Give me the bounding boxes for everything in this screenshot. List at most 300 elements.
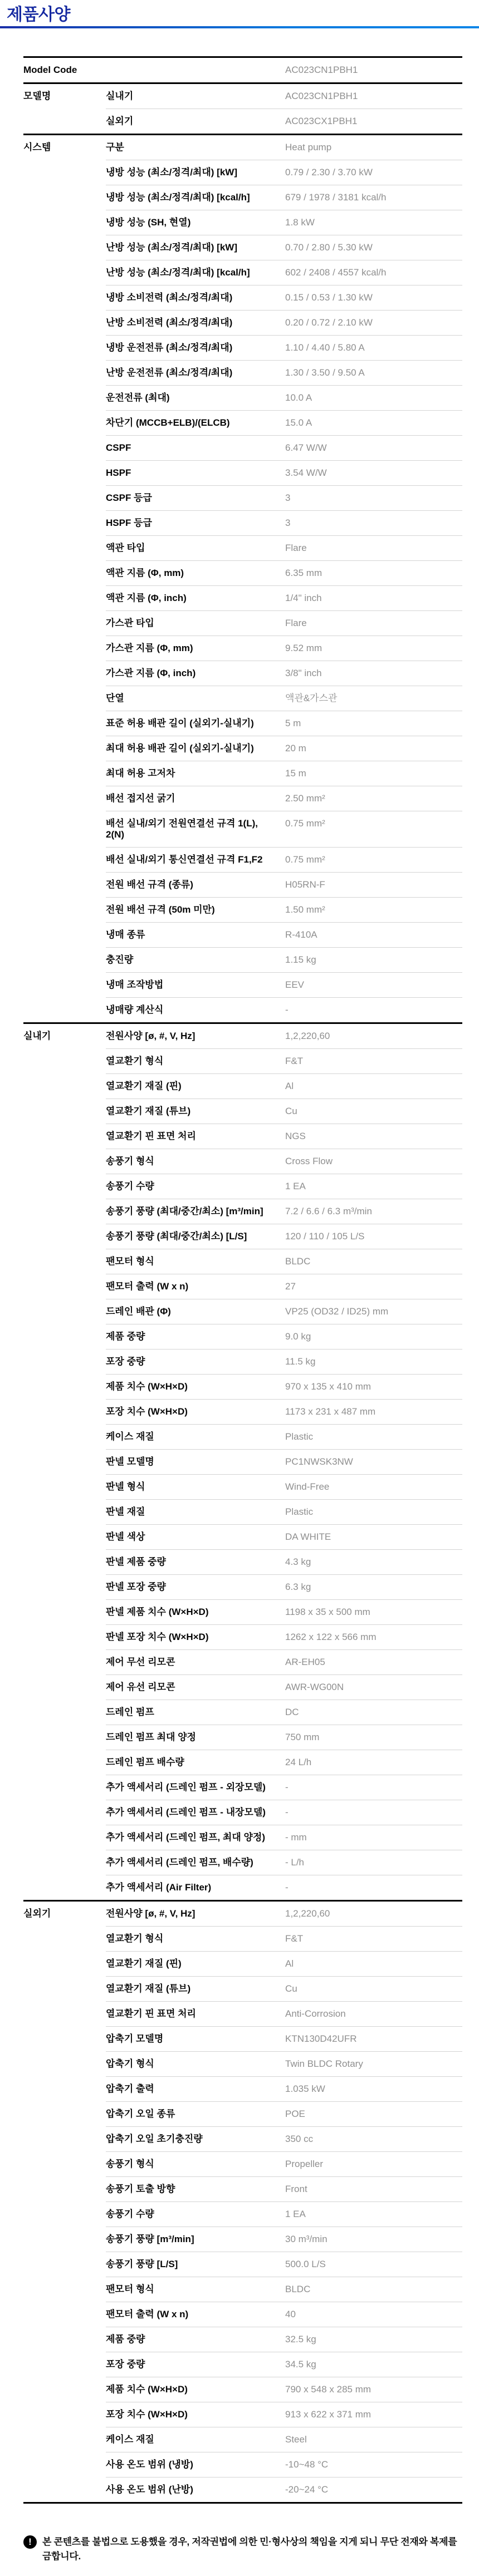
- section-cell: [23, 1750, 106, 1775]
- table-row: [23, 1951, 462, 1976]
- spec-value: 20 m: [285, 736, 462, 761]
- section-cell: [23, 1976, 106, 2001]
- section-cell: [23, 1299, 106, 1324]
- section-cell: [23, 811, 106, 847]
- spec-label: 송풍기 풍량 (최대/중간/최소) [m³/min]: [106, 1199, 285, 1224]
- spec-value: 970 x 135 x 410 mm: [285, 1374, 462, 1399]
- spec-value: 120 / 110 / 105 L/S: [285, 1224, 462, 1249]
- section-cell: [23, 1374, 106, 1399]
- spec-value: Cu: [285, 1099, 462, 1124]
- section-cell: [23, 1324, 106, 1349]
- spec-value: 0.70 / 2.80 / 5.30 kW: [285, 235, 462, 260]
- table-row: [23, 235, 462, 260]
- section-cell: [23, 385, 106, 410]
- section-cell: [23, 1099, 106, 1124]
- spec-value: AC023CN1PBH1: [285, 91, 358, 101]
- table-row: [23, 2101, 462, 2126]
- table-row: [23, 1048, 462, 1073]
- table-row: [23, 1775, 462, 1800]
- spec-value: F&T: [285, 1048, 462, 1073]
- spec-label: 송풍기 형식: [106, 2151, 285, 2176]
- section-cell: [23, 260, 106, 285]
- section-cell: [23, 2377, 106, 2402]
- spec-label: 포장 중량: [106, 1349, 285, 1374]
- section-cell: [23, 686, 106, 711]
- section-cell: [23, 786, 106, 811]
- table-row: [23, 610, 462, 636]
- spec-value: 30 m³/min: [285, 2227, 462, 2252]
- table-row: [23, 585, 462, 610]
- section-cell: [23, 2277, 106, 2302]
- spec-label: 전원사양 [ø, #, V, Hz]: [106, 1908, 195, 1919]
- spec-label: 냉매 조작방법: [106, 972, 285, 997]
- spec-value: BLDC: [285, 2277, 462, 2302]
- spec-value: 0.79 / 2.30 / 3.70 kW: [285, 160, 462, 185]
- spec-label: 추가 액세서리 (드레인 펌프, 최대 양정): [106, 1825, 285, 1850]
- section-cell: [23, 1449, 106, 1474]
- section-cell: [23, 1274, 106, 1299]
- spec-value: AC023CN1PBH1: [285, 65, 358, 75]
- table-row: [23, 335, 462, 360]
- section-cell: [23, 2076, 106, 2101]
- spec-value: 15.0 A: [285, 410, 462, 435]
- spec-label: 판넬 형식: [106, 1474, 285, 1499]
- section-cell: [23, 1700, 106, 1725]
- spec-label: 열교환기 형식: [106, 1048, 285, 1073]
- table-row: [23, 134, 462, 160]
- spec-label: 단열: [106, 686, 285, 711]
- table-row: [23, 2026, 462, 2051]
- spec-value: - mm: [285, 1825, 462, 1850]
- spec-value: 6.3 kg: [285, 1574, 462, 1599]
- table-row: [23, 2151, 462, 2176]
- table-row: [23, 947, 462, 972]
- section-cell: [23, 1224, 106, 1249]
- table-row: [23, 410, 462, 435]
- spec-label: 냉방 성능 (최소/정격/최대) [kcal/h]: [106, 185, 285, 210]
- table-row: [23, 1299, 462, 1324]
- copyright-footer: [23, 2535, 468, 2564]
- spec-label: 제품 치수 (W×H×D): [106, 1374, 285, 1399]
- section-cell: [23, 1149, 106, 1174]
- spec-label: 팬모터 형식: [106, 1249, 285, 1274]
- spec-label: 추가 액세서리 (드레인 펌프 - 외장모델): [106, 1775, 285, 1800]
- section-cell: [23, 435, 106, 460]
- section-cell: [23, 1674, 106, 1700]
- spec-label: 송풍기 풍량 (최대/중간/최소) [L/S]: [106, 1224, 285, 1249]
- section-cell: [23, 2427, 106, 2452]
- section-cell: 실내기: [23, 1031, 51, 1041]
- table-row: [23, 1124, 462, 1149]
- section-cell: [23, 335, 106, 360]
- section-cell: [23, 2151, 106, 2176]
- spec-value: VP25 (OD32 / ID25) mm: [285, 1299, 462, 1324]
- spec-label: 추가 액세서리 (드레인 펌프, 배수량): [106, 1850, 285, 1875]
- spec-label: 드레인 펌프 최대 양정: [106, 1725, 285, 1750]
- page-title: 제품사양: [7, 6, 70, 24]
- section-cell: [23, 310, 106, 335]
- section-cell: [23, 1424, 106, 1449]
- table-row: [23, 2377, 462, 2402]
- table-row: [23, 1174, 462, 1199]
- table-row: [23, 435, 462, 460]
- spec-label: 가스관 지름 (Φ, inch): [106, 661, 285, 686]
- spec-label: 열교환기 재질 (핀): [106, 1951, 285, 1976]
- spec-value: 6.35 mm: [285, 560, 462, 585]
- spec-label: 전원사양 [ø, #, V, Hz]: [106, 1031, 195, 1041]
- table-row: [23, 185, 462, 210]
- spec-value: 1.035 kW: [285, 2076, 462, 2101]
- section-cell: Model Code: [23, 65, 77, 75]
- spec-label: 압축기 모델명: [106, 2026, 285, 2051]
- section-cell: [23, 761, 106, 786]
- spec-label: 추가 액세서리 (드레인 펌프 - 내장모델): [106, 1800, 285, 1825]
- table-row: [23, 385, 462, 410]
- spec-value: 913 x 622 x 371 mm: [285, 2402, 462, 2427]
- spec-label: 제어 무선 리모콘: [106, 1649, 285, 1674]
- spec-label: 전원 배선 규격 (50m 미만): [106, 897, 285, 922]
- table-row: [23, 736, 462, 761]
- section-cell: [23, 1649, 106, 1674]
- spec-label: 송풍기 수량: [106, 1174, 285, 1199]
- spec-value: 1198 x 35 x 500 mm: [285, 1599, 462, 1624]
- table-row: [23, 2252, 462, 2277]
- spec-table: [23, 56, 462, 2504]
- table-row: [23, 997, 462, 1022]
- spec-value: 1262 x 122 x 566 mm: [285, 1624, 462, 1649]
- spec-label: 배선 실내/외기 통신연결선 규격 F1,F2: [106, 847, 285, 872]
- spec-value: 1,2,220,60: [285, 1908, 330, 1919]
- table-row: [23, 1926, 462, 1951]
- spec-value: Cross Flow: [285, 1149, 462, 1174]
- spec-label: 가스관 지름 (Φ, mm): [106, 636, 285, 661]
- table-row: [23, 1524, 462, 1549]
- spec-value: 602 / 2408 / 4557 kcal/h: [285, 260, 462, 285]
- spec-value: 0.15 / 0.53 / 1.30 kW: [285, 285, 462, 310]
- spec-value: DA WHITE: [285, 1524, 462, 1549]
- table-row: [23, 1449, 462, 1474]
- table-row: [23, 1549, 462, 1574]
- section-cell: [23, 1725, 106, 1750]
- table-row: [23, 1574, 462, 1599]
- spec-label: 제어 유선 리모콘: [106, 1674, 285, 1700]
- section-cell: [23, 2201, 106, 2227]
- table-row: [23, 1249, 462, 1274]
- spec-label: CSPF 등급: [106, 485, 285, 510]
- spec-label: 액관 지름 (Φ, mm): [106, 560, 285, 585]
- spec-label: 드레인 펌프 배수량: [106, 1750, 285, 1775]
- spec-label: 압축기 오일 초기충진량: [106, 2126, 285, 2151]
- spec-value: Steel: [285, 2427, 462, 2452]
- spec-value: BLDC: [285, 1249, 462, 1274]
- table-row: [23, 1399, 462, 1424]
- section-cell: [23, 711, 106, 736]
- table-row: [23, 2302, 462, 2327]
- section-cell: [23, 897, 106, 922]
- spec-value: Heat pump: [285, 142, 332, 152]
- spec-value: R-410A: [285, 922, 462, 947]
- spec-label: 냉방 소비전력 (최소/정격/최대): [106, 285, 285, 310]
- section-cell: [23, 1624, 106, 1649]
- spec-label: 냉방 운전전류 (최소/정격/최대): [106, 335, 285, 360]
- spec-value: 3: [285, 510, 462, 535]
- spec-label: 냉매 종류: [106, 922, 285, 947]
- spec-value: 9.0 kg: [285, 1324, 462, 1349]
- table-row: [23, 1674, 462, 1700]
- table-row: [23, 761, 462, 786]
- spec-value: -20~24 °C: [285, 2477, 462, 2502]
- section-cell: [23, 1174, 106, 1199]
- table-row: [23, 1624, 462, 1649]
- table-row: [23, 2076, 462, 2101]
- spec-value: 350 cc: [285, 2126, 462, 2151]
- spec-label: 압축기 출력: [106, 2076, 285, 2101]
- table-row: [23, 2427, 462, 2452]
- section-cell: [23, 2051, 106, 2076]
- spec-label: 액관 타입: [106, 535, 285, 560]
- table-row: [23, 2327, 462, 2352]
- table-row: [23, 2051, 462, 2076]
- table-row: [23, 360, 462, 385]
- spec-label: 차단기 (MCCB+ELB)/(ELCB): [106, 410, 285, 435]
- table-row: [23, 2277, 462, 2302]
- table-row: [23, 1149, 462, 1174]
- spec-value: 1,2,220,60: [285, 1031, 330, 1041]
- section-cell: [23, 2001, 106, 2026]
- spec-value: 0.20 / 0.72 / 2.10 kW: [285, 310, 462, 335]
- section-cell: [23, 410, 106, 435]
- table-row: [23, 1875, 462, 1900]
- section-cell: [23, 2327, 106, 2352]
- section-cell: [23, 1951, 106, 1976]
- spec-value: 1.15 kg: [285, 947, 462, 972]
- spec-value: AR-EH05: [285, 1649, 462, 1674]
- section-cell: [23, 947, 106, 972]
- table-row: [23, 2001, 462, 2026]
- section-cell: [23, 1048, 106, 1073]
- spec-value: 7.2 / 6.6 / 6.3 m³/min: [285, 1199, 462, 1224]
- spec-label: 사용 온도 범위 (난방): [106, 2477, 285, 2502]
- table-row: [23, 811, 462, 847]
- spec-label: 포장 치수 (W×H×D): [106, 2402, 285, 2427]
- spec-value: Al: [285, 1073, 462, 1099]
- table-row: [23, 2352, 462, 2377]
- table-row: [23, 1224, 462, 1249]
- section-cell: [23, 2452, 106, 2477]
- spec-label: 난방 성능 (최소/정격/최대) [kW]: [106, 235, 285, 260]
- section-cell: 모델명: [23, 91, 51, 101]
- section-cell: [23, 661, 106, 686]
- table-row: [23, 711, 462, 736]
- spec-label: 팬모터 출력 (W x n): [106, 2302, 285, 2327]
- section-cell: [23, 972, 106, 997]
- table-row: [23, 160, 462, 185]
- section-cell: [23, 560, 106, 585]
- spec-value: 6.47 W/W: [285, 435, 462, 460]
- spec-label: 최대 허용 배관 길이 (실외기-실내기): [106, 736, 285, 761]
- section-cell: [23, 109, 106, 134]
- table-row: [23, 1274, 462, 1299]
- spec-value: Front: [285, 2176, 462, 2201]
- spec-value: 11.5 kg: [285, 1349, 462, 1374]
- spec-label: 사용 온도 범위 (냉방): [106, 2452, 285, 2477]
- spec-label: 송풍기 형식: [106, 1149, 285, 1174]
- section-cell: [23, 997, 106, 1022]
- table-row: [23, 210, 462, 235]
- spec-label: 제품 중량: [106, 2327, 285, 2352]
- spec-value: 1/4" inch: [285, 585, 462, 610]
- spec-value: 27: [285, 1274, 462, 1299]
- spec-label: 케이스 재질: [106, 1424, 285, 1449]
- table-row: [23, 786, 462, 811]
- spec-label: 냉방 성능 (최소/정격/최대) [kW]: [106, 160, 285, 185]
- table-row: [23, 1825, 462, 1850]
- table-row: [23, 560, 462, 585]
- section-cell: [23, 610, 106, 636]
- spec-label: 난방 소비전력 (최소/정격/최대): [106, 310, 285, 335]
- section-cell: [23, 1349, 106, 1374]
- section-cell: [23, 185, 106, 210]
- table-row: [23, 847, 462, 872]
- spec-value: POE: [285, 2101, 462, 2126]
- title-underline: [0, 26, 479, 28]
- copyright-notice: 본 콘텐츠를 불법으로 도용했을 경우, 저작권법에 의한 민·형사상의 책임을 지게 되니 무단 전재와 복제를 금합니다.: [42, 2536, 457, 2562]
- table-row: [23, 260, 462, 285]
- spec-value: 5 m: [285, 711, 462, 736]
- table-row: [23, 2176, 462, 2201]
- spec-value: 1 EA: [285, 1174, 462, 1199]
- spec-value: -: [285, 1800, 462, 1825]
- table-row: [23, 56, 462, 82]
- section-cell: [23, 1800, 106, 1825]
- table-row: [23, 2452, 462, 2477]
- table-row: [23, 1374, 462, 1399]
- spec-value: 500.0 L/S: [285, 2252, 462, 2277]
- spec-label: 제품 중량: [106, 1324, 285, 1349]
- table-row: [23, 1324, 462, 1349]
- table-row: [23, 972, 462, 997]
- spec-label: 추가 액세서리 (Air Filter): [106, 1875, 285, 1900]
- spec-label: 운전전류 (최대): [106, 385, 285, 410]
- spec-value: 액관&가스관: [285, 686, 462, 711]
- spec-label: 구분: [106, 142, 124, 152]
- spec-value: 1.30 / 3.50 / 9.50 A: [285, 360, 462, 385]
- table-row: [23, 1850, 462, 1875]
- table-row: [23, 2201, 462, 2227]
- table-row: [23, 310, 462, 335]
- spec-value: 750 mm: [285, 1725, 462, 1750]
- table-row: [23, 1499, 462, 1524]
- spec-label: 판넬 색상: [106, 1524, 285, 1549]
- section-cell: 실외기: [23, 1908, 51, 1919]
- table-row: [23, 1073, 462, 1099]
- spec-label: 충진량: [106, 947, 285, 972]
- section-cell: [23, 2227, 106, 2252]
- table-row: [23, 285, 462, 310]
- table-row: [23, 1976, 462, 2001]
- table-row: [23, 1199, 462, 1224]
- spec-label: 포장 치수 (W×H×D): [106, 1399, 285, 1424]
- spec-value: -: [285, 1775, 462, 1800]
- section-cell: [23, 1073, 106, 1099]
- spec-label: CSPF: [106, 435, 285, 460]
- spec-label: 전원 배선 규격 (종류): [106, 872, 285, 897]
- spec-value: 1.8 kW: [285, 210, 462, 235]
- spec-label: 실외기: [106, 109, 285, 134]
- spec-value: - L/h: [285, 1850, 462, 1875]
- exclamation-circle-icon: !: [23, 2535, 37, 2549]
- spec-value: 10.0 A: [285, 385, 462, 410]
- section-cell: [23, 160, 106, 185]
- spec-value: 9.52 mm: [285, 636, 462, 661]
- table-row: [23, 1474, 462, 1499]
- table-row: [23, 485, 462, 510]
- section-cell: [23, 872, 106, 897]
- table-row: [23, 535, 462, 560]
- spec-label: 케이스 재질: [106, 2427, 285, 2452]
- spec-value: PC1NWSK3NW: [285, 1449, 462, 1474]
- spec-label: HSPF 등급: [106, 510, 285, 535]
- spec-label: 열교환기 핀 표면 처리: [106, 1124, 285, 1149]
- section-cell: [23, 2126, 106, 2151]
- table-row: [23, 1099, 462, 1124]
- section-cell: [23, 1875, 106, 1900]
- table-row: [23, 1424, 462, 1449]
- spec-label: 드레인 배관 (Φ): [106, 1299, 285, 1324]
- section-cell: [23, 2302, 106, 2327]
- page-header: [0, 0, 479, 28]
- spec-label: [106, 58, 285, 82]
- spec-value: KTN130D42UFR: [285, 2026, 462, 2051]
- spec-value: Plastic: [285, 1424, 462, 1449]
- spec-label: 열교환기 형식: [106, 1926, 285, 1951]
- table-row: [23, 2402, 462, 2427]
- spec-label: 액관 지름 (Φ, inch): [106, 585, 285, 610]
- section-cell: [23, 210, 106, 235]
- spec-label: 난방 성능 (최소/정격/최대) [kcal/h]: [106, 260, 285, 285]
- section-cell: [23, 2252, 106, 2277]
- spec-label: 송풍기 풍량 [m³/min]: [106, 2227, 285, 2252]
- spec-label: 판넬 포장 중량: [106, 1574, 285, 1599]
- table-row: [23, 1900, 462, 1926]
- spec-label: 가스관 타입: [106, 610, 285, 636]
- section-cell: [23, 2176, 106, 2201]
- spec-label: 드레인 펌프: [106, 1700, 285, 1725]
- spec-label: 냉방 성능 (SH, 현열): [106, 210, 285, 235]
- section-cell: [23, 460, 106, 485]
- spec-value: Al: [285, 1951, 462, 1976]
- spec-label: 송풍기 풍량 [L/S]: [106, 2252, 285, 2277]
- spec-label: 난방 운전전류 (최소/정격/최대): [106, 360, 285, 385]
- table-row: [23, 897, 462, 922]
- spec-value: Flare: [285, 535, 462, 560]
- section-cell: [23, 235, 106, 260]
- spec-label: 판넬 포장 치수 (W×H×D): [106, 1624, 285, 1649]
- spec-label: 압축기 오일 종류: [106, 2101, 285, 2126]
- section-cell: 시스템: [23, 142, 51, 152]
- spec-label: 배선 실내/외기 전원연결선 규격 1(L), 2(N): [106, 811, 285, 847]
- spec-value: AC023CX1PBH1: [285, 109, 462, 134]
- spec-value: 15 m: [285, 761, 462, 786]
- spec-label: 표준 허용 배관 길이 (실외기-실내기): [106, 711, 285, 736]
- spec-label: 판넬 재질: [106, 1499, 285, 1524]
- table-row: [23, 460, 462, 485]
- spec-label: 열교환기 재질 (핀): [106, 1073, 285, 1099]
- table-row: [23, 1725, 462, 1750]
- section-cell: [23, 847, 106, 872]
- section-cell: [23, 485, 106, 510]
- section-cell: [23, 285, 106, 310]
